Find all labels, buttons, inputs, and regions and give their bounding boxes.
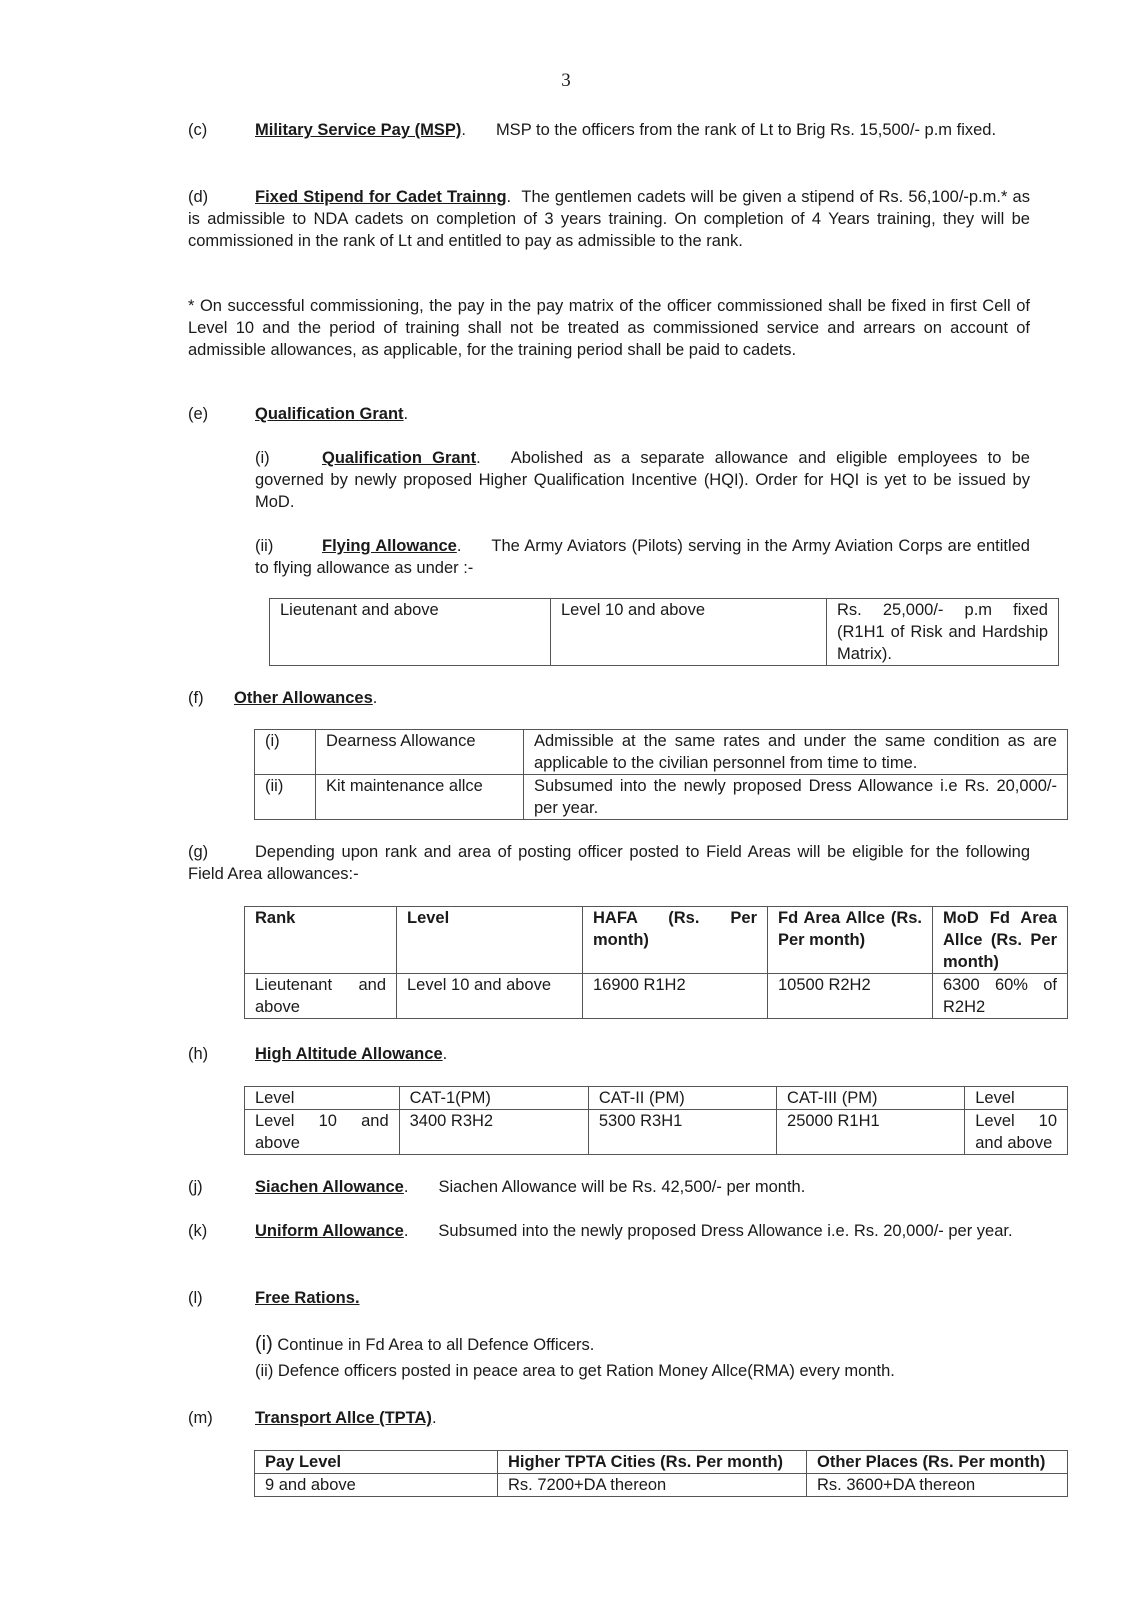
table-header: HAFA (Rs. Per month) bbox=[583, 907, 768, 974]
table-cell: Admissible at the same rates and under the same condition as are applicable to the civilian personnel from time to time. bbox=[524, 730, 1068, 775]
subsection-label: (ii) bbox=[255, 537, 274, 555]
footnote: * On successful commissioning, the pay in the pay matrix of the officer commissioned shall be fixed in first Cell of Level 10 and the period of training shall not be treated as commissioned service and arrears on account of admissible allowances, as applicable, for the training period shall be paid to cadets. bbox=[188, 297, 1030, 359]
section-label: (k) bbox=[188, 1222, 208, 1240]
table-header: Level bbox=[397, 907, 583, 974]
section-k: (k) Uniform Allowance. Subsumed into the newly proposed Dress Allowance i.e. Rs. 20,000/- per year. bbox=[188, 1222, 1013, 1240]
section-label: (j) bbox=[188, 1178, 203, 1196]
table-header: Other Places (Rs. Per month) bbox=[807, 1451, 1068, 1474]
table-cell: 5300 R3H1 bbox=[588, 1110, 776, 1155]
table-cell: (ii) bbox=[255, 775, 316, 820]
subsection-label: (i) bbox=[255, 449, 270, 467]
table-header-row bbox=[255, 1451, 1068, 1474]
section-label: (d) bbox=[188, 188, 209, 206]
item-text: Defence officers posted in peace area to get Ration Money Allce(RMA) every month. bbox=[277, 1362, 895, 1380]
table-cell: Level 10 and above bbox=[551, 599, 827, 666]
section-heading: Qualification Grant bbox=[255, 405, 404, 423]
section-text: MSP to the officers from the rank of Lt to Brig Rs. 15,500/- p.m fixed. bbox=[495, 121, 997, 139]
table-header: CAT-III (PM) bbox=[777, 1087, 965, 1110]
section-label: (g) bbox=[188, 843, 209, 861]
free-rations-item bbox=[255, 1360, 1030, 1382]
item-label: (i) bbox=[255, 1333, 273, 1355]
section-text: Siachen Allowance will be Rs. 42,500/- per month. bbox=[438, 1178, 806, 1196]
table-header: Pay Level bbox=[255, 1451, 498, 1474]
section-f: (f) Other Allowances. bbox=[188, 689, 378, 707]
section-heading: Transport Allce (TPTA) bbox=[255, 1409, 432, 1427]
section-e: (e) Qualification Grant. bbox=[188, 405, 409, 423]
subsection-text: The Army Aviators (Pilots) serving in the Army Aviation Corps are entitled to flying allowance as under :- bbox=[255, 537, 1030, 577]
item-label: (ii) bbox=[255, 1362, 274, 1380]
section-j: (j) Siachen Allowance. Siachen Allowance will be Rs. 42,500/- per month. bbox=[188, 1178, 806, 1196]
section-heading: Free Rations. bbox=[255, 1289, 360, 1307]
table-cell: 16900 R1H2 bbox=[583, 974, 768, 1019]
section-label: (l) bbox=[188, 1289, 203, 1307]
table-cell: Dearness Allowance bbox=[316, 730, 524, 775]
section-e-ii: (ii) Flying Allowance. The Army Aviators (Pilots) serving in the Army Aviation Corps are entitled to flying allowance as under :- bbox=[255, 537, 1030, 577]
table-cell: Lieutenant and above bbox=[245, 974, 397, 1019]
section-text: Depending upon rank and area of posting officer posted to Field Areas will be eligible for the following Field Area allowances:- bbox=[188, 843, 1030, 883]
section-heading: Fixed Stipend for Cadet Trainng bbox=[255, 188, 507, 206]
table-row bbox=[255, 1474, 1068, 1497]
table-cell: Level 10 and above bbox=[965, 1110, 1068, 1155]
table-header: Level bbox=[965, 1087, 1068, 1110]
flying-allowance-table bbox=[269, 598, 1059, 666]
section-text: Subsumed into the newly proposed Dress Allowance i.e. Rs. 20,000/- per year. bbox=[438, 1222, 1013, 1240]
section-m: (m) Transport Allce (TPTA). bbox=[188, 1409, 437, 1427]
section-c: (c) Military Service Pay (MSP). MSP to the officers from the rank of Lt to Brig Rs. 15,500/- p.m fixed. bbox=[188, 121, 997, 139]
table-header: MoD Fd Area Allce (Rs. Per month) bbox=[933, 907, 1068, 974]
section-e-i: (i) Qualification Grant. Abolished as a separate allowance and eligible employees to be governed by newly proposed Higher Qualification Incentive (HQI). Order for HQI is yet to be issued by MoD. bbox=[255, 449, 1030, 511]
table-header: Fd Area Allce (Rs. Per month) bbox=[768, 907, 933, 974]
subsection-heading: Flying Allowance bbox=[322, 537, 457, 555]
high-altitude-allowance-table bbox=[244, 1086, 1068, 1155]
subsection-heading: Qualification Grant bbox=[322, 449, 477, 467]
section-label: (c) bbox=[188, 121, 208, 139]
section-l bbox=[188, 1287, 1030, 1309]
table-header-row bbox=[245, 1087, 1068, 1110]
table-cell: Rs. 3600+DA thereon bbox=[807, 1474, 1068, 1497]
table-row bbox=[245, 1110, 1068, 1155]
section-d: (d) Fixed Stipend for Cadet Trainng. The gentlemen cadets will be given a stipend of Rs. 56,100/-p.m.* as is admissible to NDA cadets on completion of 3 years training. On completion of 4 Years training, they will be commissioned in the rank of Lt and entitled to pay as admissible to the rank. bbox=[188, 188, 1030, 250]
item-text: Continue in Fd Area to all Defence Officers. bbox=[277, 1336, 595, 1354]
table-cell: 3400 R3H2 bbox=[399, 1110, 588, 1155]
table-header: Level bbox=[245, 1087, 400, 1110]
other-allowances-table bbox=[254, 729, 1068, 820]
table-row bbox=[270, 599, 1059, 666]
section-heading: Uniform Allowance bbox=[255, 1222, 404, 1240]
free-rations-item bbox=[255, 1333, 1030, 1356]
table-cell: Level 10 and above bbox=[245, 1110, 400, 1155]
section-text: The gentlemen cadets will be given a stipend of Rs. 56,100/-p.m.* as is admissible to NDA cadets on completion of 3 years training. On completion of 4 Years training, they will be commissioned in the rank of Lt and entitled to pay as admissible to the rank. bbox=[188, 188, 1030, 250]
table-cell: Rs. 7200+DA thereon bbox=[498, 1474, 807, 1497]
table-cell: Subsumed into the newly proposed Dress Allowance i.e Rs. 20,000/-per year. bbox=[524, 775, 1068, 820]
section-label: (h) bbox=[188, 1045, 209, 1063]
table-row bbox=[245, 974, 1068, 1019]
field-area-allowance-table bbox=[244, 906, 1068, 1019]
table-header: Higher TPTA Cities (Rs. Per month) bbox=[498, 1451, 807, 1474]
section-h: (h) High Altitude Allowance. bbox=[188, 1045, 448, 1063]
table-header: CAT-II (PM) bbox=[588, 1087, 776, 1110]
section-heading: Military Service Pay (MSP) bbox=[255, 121, 462, 139]
section-heading: Siachen Allowance bbox=[255, 1178, 404, 1196]
transport-allowance-table bbox=[254, 1450, 1068, 1497]
page-number: 3 bbox=[561, 70, 571, 91]
section-heading: High Altitude Allowance bbox=[255, 1045, 443, 1063]
table-cell: 25000 R1H1 bbox=[777, 1110, 965, 1155]
subsection-text: Abolished as a separate allowance and eligible employees to be governed by newly proposed Higher Qualification Incentive (HQI). Order for HQI is yet to be issued by MoD. bbox=[255, 449, 1030, 511]
table-row bbox=[255, 730, 1068, 775]
section-heading: Other Allowances bbox=[234, 689, 373, 707]
table-cell: Kit maintenance allce bbox=[316, 775, 524, 820]
table-cell: (i) bbox=[255, 730, 316, 775]
table-header: CAT-1(PM) bbox=[399, 1087, 588, 1110]
section-label: (e) bbox=[188, 405, 209, 423]
section-label: (m) bbox=[188, 1409, 213, 1427]
table-cell: Rs. 25,000/- p.m fixed (R1H1 of Risk and Hardship Matrix). bbox=[827, 599, 1059, 666]
table-cell: Lieutenant and above bbox=[270, 599, 551, 666]
section-g bbox=[188, 841, 1030, 885]
table-cell: 6300 60% of R2H2 bbox=[933, 974, 1068, 1019]
table-cell: 10500 R2H2 bbox=[768, 974, 933, 1019]
table-header: Rank bbox=[245, 907, 397, 974]
section-label: (f) bbox=[188, 689, 204, 707]
table-cell: 9 and above bbox=[255, 1474, 498, 1497]
table-cell: Level 10 and above bbox=[397, 974, 583, 1019]
table-header-row bbox=[245, 907, 1068, 974]
table-row bbox=[255, 775, 1068, 820]
